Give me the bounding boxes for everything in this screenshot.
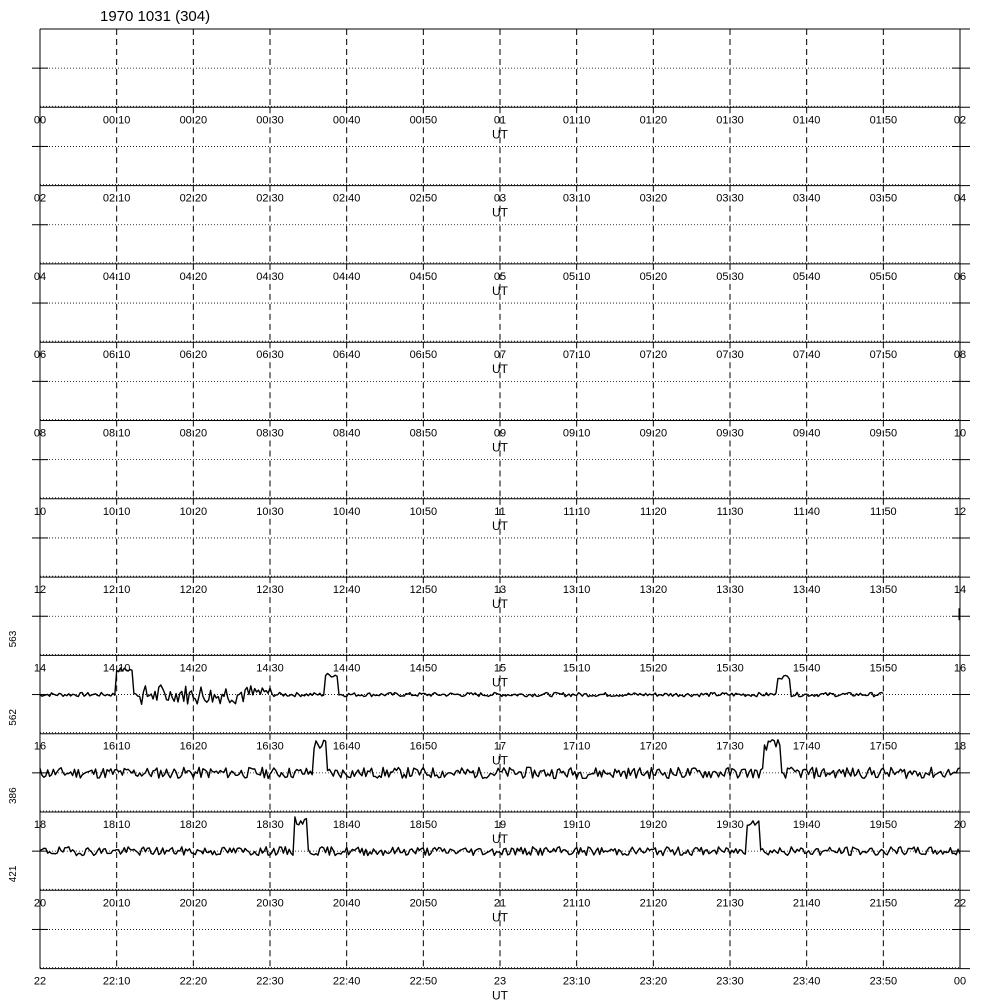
tick-label: 19:20 bbox=[639, 819, 668, 831]
tick-label: 08:10 bbox=[102, 427, 131, 440]
tick-label: 03:40 bbox=[792, 192, 821, 205]
tick-label: 14 bbox=[953, 584, 967, 597]
side-label: 386 bbox=[8, 787, 19, 804]
tick-label: 16:50 bbox=[409, 740, 438, 753]
tick-label: 11:50 bbox=[869, 505, 897, 518]
tick-label: 16:40 bbox=[332, 740, 361, 753]
tick-label: 18:20 bbox=[179, 819, 208, 831]
tick-label: 22:20 bbox=[179, 975, 208, 988]
tick-label: 10 bbox=[33, 505, 47, 518]
tick-label: 03:50 bbox=[869, 192, 898, 205]
tick-label: 16 bbox=[33, 740, 47, 753]
tick-label: 08:30 bbox=[256, 427, 284, 440]
tick-label: 01:10 bbox=[562, 114, 591, 127]
series-line bbox=[40, 668, 883, 704]
tick-label: 17:40 bbox=[792, 740, 821, 753]
tick-label: 00:30 bbox=[256, 114, 284, 127]
tick-label: 22:50 bbox=[409, 975, 438, 988]
tick-label: 03:20 bbox=[639, 192, 668, 205]
tick-label: 13:40 bbox=[792, 584, 821, 597]
tick-label: 22:40 bbox=[332, 975, 361, 988]
axis-label-ut: UT bbox=[492, 440, 508, 455]
tick-label: 10 bbox=[953, 427, 967, 440]
tick-label: 15:40 bbox=[792, 662, 821, 675]
tick-label: 11 bbox=[494, 505, 506, 518]
side-label: 421 bbox=[8, 865, 19, 883]
tick-label: 20:10 bbox=[102, 897, 131, 910]
tick-label: 14:10 bbox=[102, 662, 131, 675]
tick-label: 20:20 bbox=[179, 897, 208, 910]
side-label: 563 bbox=[8, 630, 19, 648]
tick-label: 08:20 bbox=[179, 427, 208, 440]
tick-label: 19:40 bbox=[792, 819, 821, 831]
tick-label: 23:20 bbox=[639, 975, 668, 988]
tick-label: 18:10 bbox=[102, 819, 131, 831]
tick-label: 00:10 bbox=[102, 114, 131, 127]
axis-label-ut: UT bbox=[492, 283, 508, 298]
tick-label: 23:40 bbox=[792, 975, 821, 988]
axis-label-ut: UT bbox=[492, 127, 508, 142]
tick-label: 08 bbox=[953, 349, 967, 362]
tick-label: 21:20 bbox=[639, 897, 668, 910]
tick-label: 07:20 bbox=[639, 349, 668, 362]
tick-label: 12:20 bbox=[179, 584, 208, 597]
tick-label: 16:20 bbox=[179, 740, 208, 753]
tick-label: 12:50 bbox=[409, 584, 438, 597]
tick-label: 09:30 bbox=[716, 427, 744, 440]
tick-label: 13:10 bbox=[562, 584, 591, 597]
tick-label: 07:30 bbox=[716, 349, 744, 362]
tick-label: 00 bbox=[33, 114, 47, 127]
axis-label-ut: UT bbox=[492, 675, 508, 690]
tick-label: 00 bbox=[953, 975, 967, 988]
tick-label: 20:40 bbox=[332, 897, 361, 910]
tick-label: 21 bbox=[493, 897, 507, 910]
tick-label: 18 bbox=[33, 819, 47, 831]
tick-label: 01:30 bbox=[716, 114, 744, 127]
tick-label: 00:20 bbox=[179, 114, 208, 127]
tick-label: 14:40 bbox=[332, 662, 361, 675]
tick-label: 12 bbox=[33, 584, 47, 597]
tick-label: 20 bbox=[33, 897, 47, 910]
tick-label: 09:20 bbox=[639, 427, 668, 440]
tick-label: 06:30 bbox=[256, 349, 284, 362]
chart-title: 1970 1031 (304) bbox=[100, 8, 211, 25]
tick-label: 13 bbox=[493, 584, 507, 597]
tick-label: 15:50 bbox=[869, 662, 898, 675]
tick-label: 02:30 bbox=[256, 192, 284, 205]
tick-label: 22 bbox=[953, 897, 967, 910]
strip-7 bbox=[8, 577, 970, 689]
tick-label: 10:20 bbox=[179, 505, 208, 518]
tick-label: 00:40 bbox=[332, 114, 361, 127]
tick-label: 18:50 bbox=[409, 819, 438, 831]
tick-label: 13:20 bbox=[639, 584, 668, 597]
tick-label: 20 bbox=[953, 819, 967, 831]
tick-label: 16 bbox=[953, 662, 967, 675]
tick-label: 13:50 bbox=[869, 584, 898, 597]
tick-label: 03 bbox=[493, 192, 507, 205]
strips-group bbox=[8, 29, 970, 1000]
tick-label: 23:30 bbox=[716, 975, 744, 988]
tick-label: 21:50 bbox=[869, 897, 898, 910]
tick-label: 07:40 bbox=[792, 349, 821, 362]
tick-label: 21:10 bbox=[562, 897, 591, 910]
tick-label: 12:10 bbox=[102, 584, 131, 597]
tick-label: 21:40 bbox=[792, 897, 821, 910]
tick-label: 06:40 bbox=[332, 349, 361, 362]
tick-label: 13:30 bbox=[716, 584, 744, 597]
tick-label: 02 bbox=[953, 114, 967, 127]
tick-label: 23:50 bbox=[869, 975, 898, 988]
tick-label: 05:30 bbox=[716, 270, 744, 283]
tick-label: 22 bbox=[33, 975, 47, 988]
tick-label: 09:40 bbox=[792, 427, 821, 440]
axis-label-ut: UT bbox=[492, 988, 508, 1000]
tick-label: 16:10 bbox=[102, 740, 131, 753]
axis-label-ut: UT bbox=[492, 362, 508, 377]
tick-label: 19:10 bbox=[562, 819, 591, 831]
tick-label: 06:50 bbox=[409, 349, 438, 362]
strip-0 bbox=[32, 29, 970, 141]
tick-label: 10:30 bbox=[256, 505, 284, 518]
tick-label: 06:20 bbox=[179, 349, 208, 362]
tick-label: 15:10 bbox=[562, 662, 591, 675]
tick-label: 17:50 bbox=[869, 740, 898, 753]
tick-label: 10:50 bbox=[409, 505, 438, 518]
tick-label: 09 bbox=[493, 427, 507, 440]
tick-label: 05:20 bbox=[639, 270, 668, 283]
tick-label: 21:30 bbox=[716, 897, 744, 910]
tick-label: 11:30 bbox=[716, 505, 744, 518]
tick-label: 09:50 bbox=[869, 427, 898, 440]
tick-label: 04 bbox=[33, 270, 47, 283]
tick-label: 23:10 bbox=[562, 975, 591, 988]
tick-label: 11:10 bbox=[563, 505, 591, 518]
tick-label: 05 bbox=[493, 270, 507, 283]
tick-label: 04:50 bbox=[409, 270, 438, 283]
tick-label: 14:50 bbox=[409, 662, 438, 675]
tick-label: 22:30 bbox=[256, 975, 284, 988]
tick-label: 18 bbox=[953, 740, 967, 753]
tick-label: 03:30 bbox=[716, 192, 744, 205]
tick-label: 17 bbox=[493, 740, 507, 753]
tick-label: 04:40 bbox=[332, 270, 361, 283]
tick-label: 11:40 bbox=[793, 505, 821, 518]
tick-label: 19:30 bbox=[716, 819, 744, 831]
tick-label: 02:40 bbox=[332, 192, 361, 205]
tick-label: 04:10 bbox=[102, 270, 131, 283]
tick-label: 00:50 bbox=[409, 114, 438, 127]
tick-label: 05:10 bbox=[562, 270, 591, 283]
tick-label: 23 bbox=[493, 975, 507, 988]
tick-label: 17:10 bbox=[562, 740, 591, 753]
tick-label: 02:10 bbox=[102, 192, 131, 205]
tick-label: 06 bbox=[953, 270, 967, 283]
tick-label: 15:30 bbox=[716, 662, 744, 675]
tick-label: 08 bbox=[33, 427, 47, 440]
tick-label: 04:20 bbox=[179, 270, 208, 283]
strip-9 bbox=[8, 734, 970, 846]
tick-label: 10:10 bbox=[102, 505, 131, 518]
tick-label: 15 bbox=[493, 662, 507, 675]
tick-label: 11:20 bbox=[639, 505, 667, 518]
strip-10 bbox=[8, 812, 970, 924]
tick-label: 01:40 bbox=[792, 114, 821, 127]
tick-label: 09:10 bbox=[562, 427, 591, 440]
tick-label: 05:50 bbox=[869, 270, 898, 283]
axis-label-ut: UT bbox=[492, 832, 508, 846]
tick-label: 04:30 bbox=[256, 270, 284, 283]
tick-label: 07:10 bbox=[562, 349, 591, 362]
tick-label: 01 bbox=[493, 114, 507, 127]
tick-label: 01:20 bbox=[639, 114, 668, 127]
tick-label: 04 bbox=[953, 192, 967, 205]
tick-label: 01:50 bbox=[869, 114, 898, 127]
tick-label: 14:20 bbox=[179, 662, 208, 675]
tick-label: 07:50 bbox=[869, 349, 898, 362]
tick-label: 08:50 bbox=[409, 427, 438, 440]
axis-label-ut: UT bbox=[492, 518, 508, 533]
tick-label: 17:30 bbox=[716, 740, 744, 753]
axis-label-ut: UT bbox=[492, 753, 508, 768]
tick-label: 08:40 bbox=[332, 427, 361, 440]
tick-label: 12 bbox=[953, 505, 967, 518]
tick-label: 06:10 bbox=[102, 349, 131, 362]
tick-label: 22:10 bbox=[102, 975, 131, 988]
tick-label: 03:10 bbox=[562, 192, 591, 205]
axis-label-ut: UT bbox=[492, 205, 508, 220]
strip-8 bbox=[8, 655, 970, 767]
tick-label: 02 bbox=[33, 192, 47, 205]
tick-label: 15:20 bbox=[639, 662, 668, 675]
tick-label: 10:40 bbox=[332, 505, 361, 518]
axis-label-ut: UT bbox=[492, 597, 508, 612]
tick-label: 12:30 bbox=[256, 584, 284, 597]
tick-label: 20:50 bbox=[409, 897, 438, 910]
tick-label: 16:30 bbox=[256, 740, 284, 753]
tick-label: 06 bbox=[33, 349, 47, 362]
tick-label: 05:40 bbox=[792, 270, 821, 283]
tick-label: 19:50 bbox=[869, 819, 898, 831]
tick-label: 18:40 bbox=[332, 819, 361, 831]
tick-label: 20:30 bbox=[256, 897, 284, 910]
tick-label: 14:30 bbox=[256, 662, 284, 675]
tick-label: 14 bbox=[33, 662, 47, 675]
tick-label: 02:20 bbox=[179, 192, 208, 205]
tick-label: 12:40 bbox=[332, 584, 361, 597]
tick-label: 18:30 bbox=[256, 819, 284, 831]
tick-label: 07 bbox=[493, 349, 507, 362]
side-label: 562 bbox=[8, 709, 19, 726]
axis-label-ut: UT bbox=[492, 910, 508, 925]
tick-label: 19 bbox=[493, 819, 507, 831]
tick-label: 02:50 bbox=[409, 192, 438, 205]
tick-label: 17:20 bbox=[639, 740, 668, 753]
